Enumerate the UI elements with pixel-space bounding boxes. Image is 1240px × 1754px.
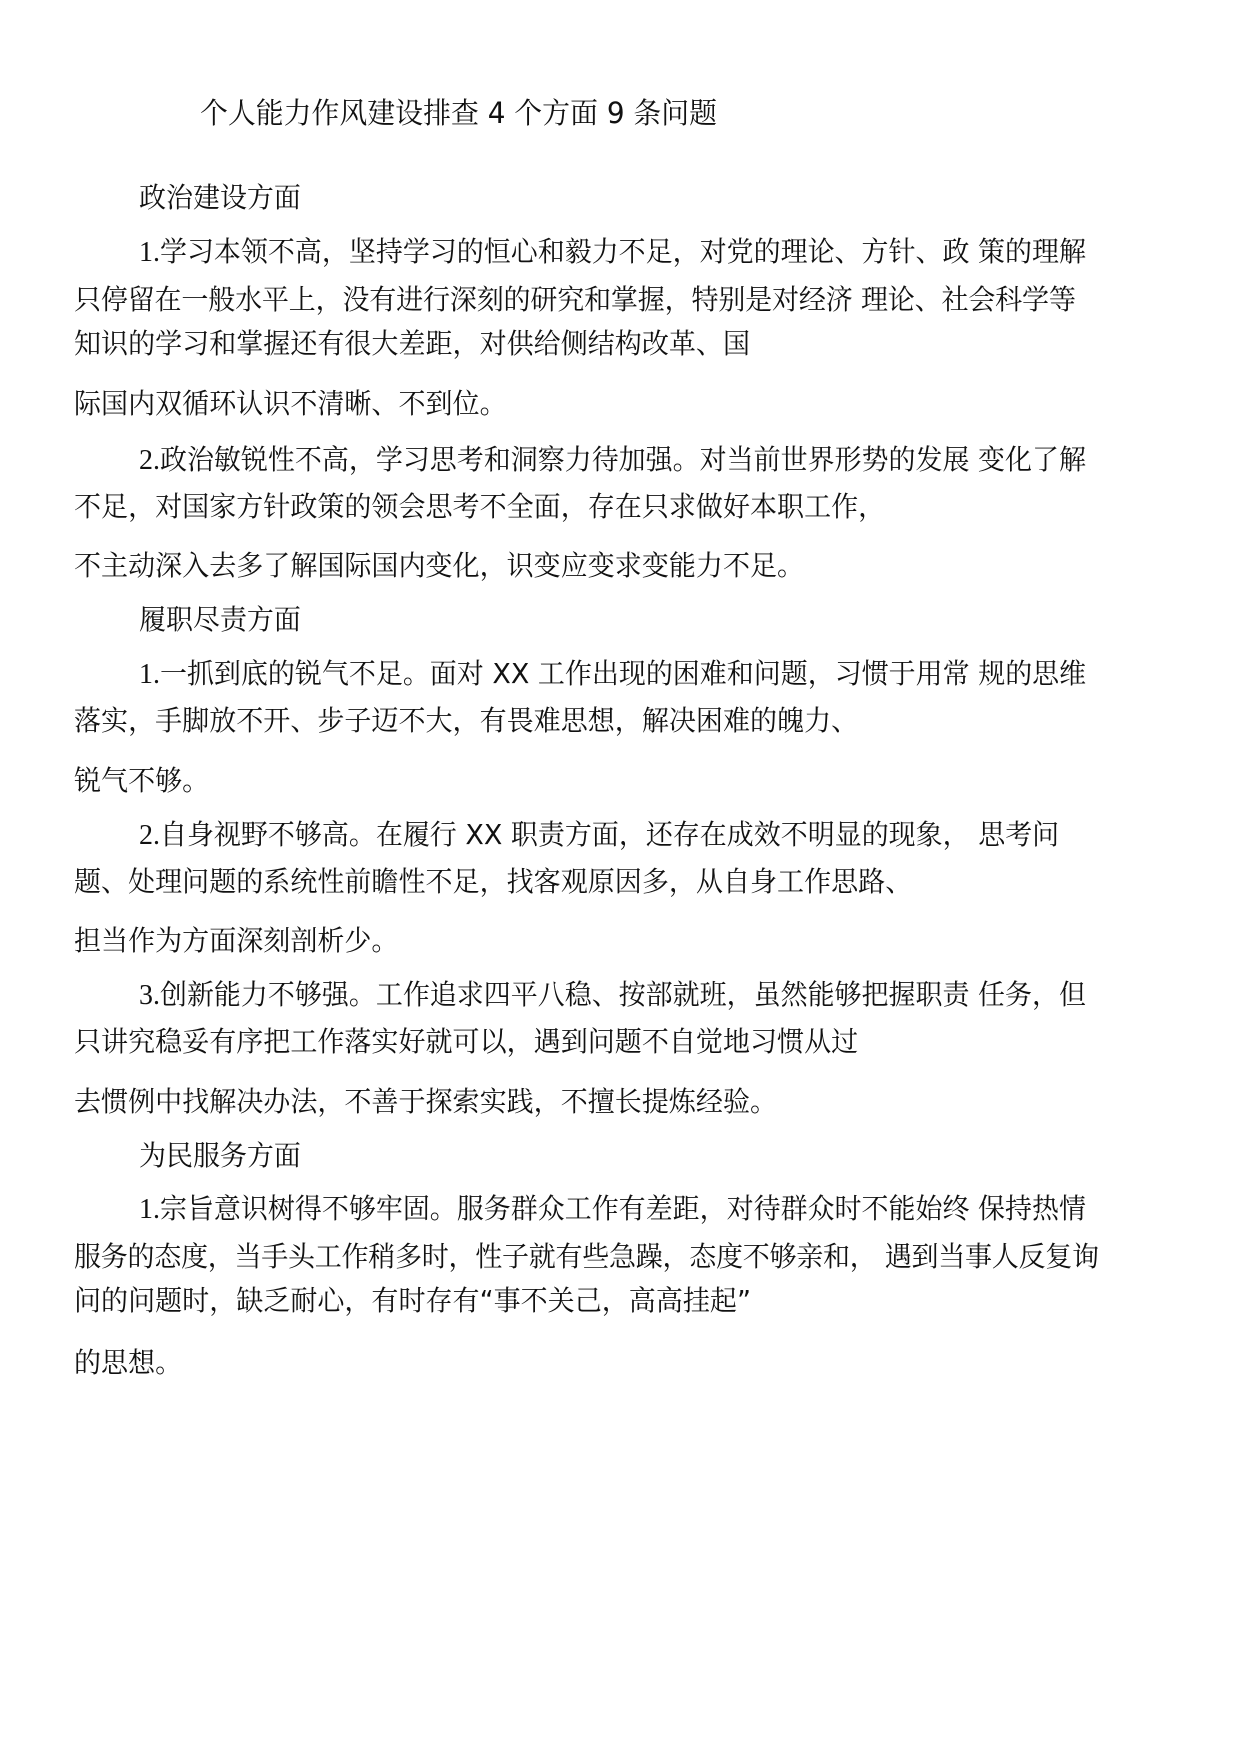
item-text: 一抓到底的锐气不足。面对 XX 工作出现的困难和问题，习惯于用常 规的思维 — [159, 657, 1087, 690]
paragraph-line — [139, 815, 1200, 855]
paragraph-line — [139, 232, 1200, 272]
paragraph-line: 锐气不够。 — [74, 764, 210, 797]
paragraph-line — [139, 654, 1200, 694]
paragraph-line: 的思想。 — [74, 1346, 183, 1379]
paragraph-line: 落实，手脚放不开、步子迈不大，有畏难思想，解决困难的魄力、 — [74, 704, 859, 737]
paragraph-line: 不主动深入去多了解国际国内变化，识变应变求变能力不足。 — [74, 549, 805, 582]
item-number: 2. — [139, 444, 160, 476]
paragraph-line: 际国内双循环认识不清晰、不到位。 — [74, 387, 507, 420]
paragraph-line: 知识的学习和掌握还有很大差距，对供给侧结构改革、国 — [74, 327, 751, 360]
paragraph-line: 只讲究稳妥有序把工作落实好就可以，遇到问题不自觉地习惯从过 — [74, 1025, 859, 1058]
section-heading-service: 为民服务方面 — [139, 1139, 301, 1172]
paragraph-line: 问的问题时，缺乏耐心，有时存有“事不关己，高高挂起” — [74, 1284, 751, 1317]
paragraph-line: 去惯例中找解决办法，不善于探索实践，不擅长提炼经验。 — [74, 1085, 778, 1118]
item-text: 自身视野不够高。在履行 XX 职责方面，还存在成效不明显的现象， 思考问 — [159, 818, 1060, 851]
section-heading-political: 政治建设方面 — [139, 181, 301, 214]
item-number: 1. — [139, 658, 160, 690]
paragraph-line: 只停留在一般水平上，没有进行深刻的研究和掌握，特别是对经济 理论、社会科学等 — [74, 283, 1076, 316]
section-heading-duty: 履职尽责方面 — [139, 603, 301, 636]
paragraph-line — [139, 440, 1200, 480]
item-number: 3. — [139, 979, 160, 1011]
paragraph-line: 不足，对国家方针政策的领会思考不全面，存在只求做好本职工作， — [74, 490, 886, 523]
item-number: 1. — [139, 236, 160, 268]
paragraph-line — [139, 975, 1200, 1015]
item-number: 1. — [139, 1193, 160, 1225]
paragraph-line: 服务的态度，当手头工作稍多时，性子就有些急躁，态度不够亲和， 遇到当事人反复询 — [74, 1240, 1099, 1273]
paragraph-line — [139, 1189, 1200, 1229]
item-text: 学习本领不高，坚持学习的恒心和毅力不足，对党的理论、方针、政 策的理解 — [159, 235, 1086, 268]
item-text: 创新能力不够强。工作追求四平八稳、按部就班，虽然能够把握职责 任务，但 — [159, 978, 1086, 1011]
paragraph-line: 题、处理问题的系统性前瞻性不足，找客观原因多，从自身工作思路、 — [74, 865, 913, 898]
item-text: 宗旨意识树得不够牢固。服务群众工作有差距，对待群众时不能始终 保持热情 — [159, 1192, 1086, 1225]
item-text: 政治敏锐性不高，学习思考和洞察力待加强。对当前世界形势的发展 变化了解 — [159, 443, 1086, 476]
item-number: 2. — [139, 819, 160, 851]
paragraph-line: 担当作为方面深刻剖析少。 — [74, 924, 399, 957]
document-title: 个人能力作风建设排查 4 个方面 9 条问题 — [200, 96, 718, 130]
